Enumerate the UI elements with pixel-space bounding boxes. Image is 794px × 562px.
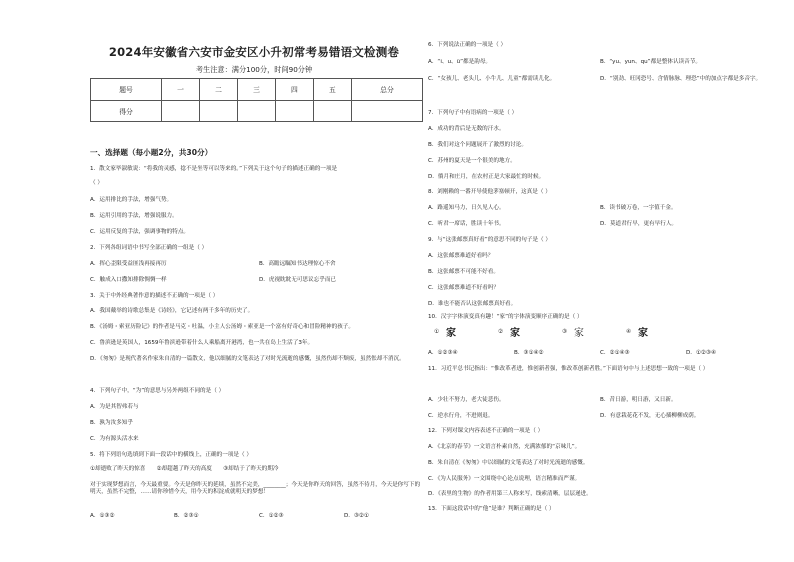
option-7c: C．苏州的夏天是一个很美的地方。 [428, 158, 516, 164]
question-5-choices: ①却逝败了昨天的惊喜 ②却超越了昨天的高度 ③却结于了昨天的期冷 [90, 466, 279, 472]
evolution-label-3: ③ [562, 329, 568, 335]
option-5d: D．③②① [344, 513, 369, 519]
option-10d: D．①②③④ [686, 350, 716, 356]
score-header-cell: 一 [162, 79, 200, 101]
score-header-cell: 总分 [351, 79, 422, 101]
question-6: 6．下列说法正确的一项是（ ） [428, 42, 507, 48]
option-7a: A．成功的背后是无数的汗水。 [428, 126, 505, 132]
option-3a: A．我国戴举的诗歌总集是《诗经》，它记述有两千多年的历史了。 [90, 308, 254, 314]
question-5: 5．将下列语句选填到下面一段话中的横线上，正确的一项是（ ） [90, 452, 252, 458]
evolution-label-4: ④ [626, 329, 632, 335]
score-cell[interactable] [200, 100, 238, 122]
evolution-label-2: ② [498, 329, 504, 335]
option-6c: C．“女孩儿、老头儿、小牛儿、儿童”都需读儿化。 [428, 76, 556, 82]
question-1: 1．散文家毕淑敏说：“将我的灵感，捻不是坐等可以等来的。”下列关于这个句子的描述正确的一项是 [90, 166, 338, 172]
option-2c: C．触成入口撒知排除惆惆一样 [90, 277, 167, 283]
score-table [90, 78, 423, 122]
option-12d: D．《表里的生物》的作者用第三人称来写，线索清晰，层层递进。 [428, 491, 592, 497]
option-8b: B．读书破万卷，一字值千金。 [600, 205, 677, 211]
option-5a: A．①③② [90, 513, 115, 519]
option-10c: C．②①④③ [600, 350, 630, 356]
seal-script-glyph-1: 家 [446, 328, 456, 339]
option-3c: C．鲁滨逊是英国人，1659年鲁滨逊带着什么人乘船离开港湾，也一共在岛上生活了3年。 [90, 340, 314, 346]
score-header-cell: 二 [200, 79, 238, 101]
option-12c: C．《为人民服务》一文围绕中心论点说理，语言精准而严谨。 [428, 476, 581, 482]
question-10: 10．汉字字体演变真有趣！“家”的字体演变顺序正确的是（ ） [428, 314, 583, 320]
option-7d: D．徜月和庄月，在农村正是大家最忙的时候。 [428, 174, 545, 180]
exam-notice: 考生注意：满分100分，时间90分钟 [195, 65, 313, 74]
option-11d: D．有意栽花花不发，无心插柳柳成荫。 [600, 413, 700, 419]
option-10a: A．①②③④ [428, 350, 458, 356]
score-cell[interactable] [275, 100, 313, 122]
score-cell[interactable] [238, 100, 276, 122]
option-7b: B．我们对这个问题展开了激烈的讨论。 [428, 142, 527, 148]
evolution-label-1: ① [434, 329, 440, 335]
option-4a: A．为是其智弗若与 [90, 404, 139, 410]
option-2a: A．挥心歪限受益匪浅再接再厉 [90, 261, 167, 267]
question-13: 13．下面这段话中的“他”是谁？判断正确的是（ ） [428, 506, 555, 512]
score-cell[interactable] [351, 100, 422, 122]
option-11c: C．逆水行舟，不进则退。 [428, 413, 494, 419]
option-9a: A．这张邮票难道好看吗？ [428, 253, 494, 259]
option-10b: B．③①④② [514, 350, 544, 356]
question-4: 4．下列句子中，“为”的意思与另外两组不同的是（ ） [90, 388, 225, 394]
score-header-cell: 五 [313, 79, 351, 101]
option-1a: A．运用排比的手法，增强气势。 [90, 197, 173, 203]
question-3: 3．关于中外经典著作意的描述不正确的一项是（ ） [90, 293, 219, 299]
question-5-passage: 对于实现梦想而言，今天最重要。今天是你昨天的延续，虽然不完美，________；今天是你昨天的回答，虽然不待月，今天是你写下的明天，虽然不完整，……请你珍惜今天，用今天的积淀成就明天的梦想！ [90, 482, 421, 495]
question-7: 7．下列句子中有语病的一项是（ ） [428, 110, 518, 116]
option-2d: D．虎视眈眈无可思议忘乎而已 [259, 277, 337, 283]
question-2: 2．下列各组词语中书写全部正确的一组是（ ） [90, 245, 208, 251]
option-3b: B．《汤姆・索亚历险记》的作者是马克・吐温，小主人公汤姆・索亚是一个富有好奇心和冒险精神的孩子。 [90, 324, 354, 330]
option-8a: A．路遥知马力，日久见人心。 [428, 205, 505, 211]
score-table-score-row [91, 100, 423, 122]
bronze-script-glyph-4: 家 [638, 328, 648, 339]
question-11: 11．习近平总书记指出：“惟改革者进，惟创新者强，惟改革创新者胜。”下面语句中与上述思想一致的一项是（ ） [428, 366, 709, 372]
option-12b: B．朱自清在《匆匆》中以细腻的文笔表达了对时光流逝的感慨。 [428, 460, 589, 466]
section-heading: 一、选择题（每小题2分，共30分） [90, 148, 213, 157]
score-row-label: 得分 [91, 100, 162, 122]
score-header-cell: 四 [275, 79, 313, 101]
score-header-cell: 题号 [91, 79, 162, 101]
option-8d: D．莫道君行早，更有早行人。 [600, 221, 678, 227]
option-6b: B．“yu、yun、qu”都是整体认读音节。 [600, 59, 701, 65]
score-table-header-row [91, 79, 423, 101]
page-title: 2024年安徽省六安市金安区小升初常考易错语文检测卷 [108, 45, 400, 59]
score-cell[interactable] [162, 100, 200, 122]
option-4c: C．为有源头活水来 [90, 436, 139, 442]
option-11b: B．昔日游，明日游，又日新。 [600, 397, 677, 403]
option-1b: B．运用引用的手法，增强说服力。 [90, 213, 178, 219]
question-12: 12．下列对课文内容表述不正确的一项是（ ） [428, 428, 544, 434]
question-9: 9．与“这张邮票真好看”的意思不同的句子是（ ） [428, 237, 552, 243]
option-5c: C．①②③ [259, 513, 284, 519]
option-8c: C．听君一席话，胜读十年书。 [428, 221, 505, 227]
score-cell[interactable] [313, 100, 351, 122]
clerical-script-glyph-2: 家 [510, 328, 520, 339]
question-1-paren: （ ） [90, 180, 103, 186]
option-12a: A．《北京的春节》一文语言朴素自然，充满浓郁的“京味儿”。 [428, 444, 581, 450]
regular-script-glyph-3: 家 [574, 328, 584, 339]
option-1c: C．运用反复的手法，强调事物的特点。 [90, 229, 190, 235]
option-6a: A．“i、u、ü”都是韵母。 [428, 59, 492, 65]
question-8: 8．刘刚赖的一番开导使他茅塞顿开，这真是（ ） [428, 189, 551, 195]
option-11a: A．少壮不努力，老大徒悲伤。 [428, 397, 505, 403]
option-9b: B．这张邮票不可能不好看。 [428, 269, 499, 275]
option-3d: D．《匆匆》是现代著名作家朱自清的一篇散文，他以细腻的文笔表达了对时光流逝的感慨，虽然伤却不颓废，虽然怅却不消沉。 [90, 356, 405, 362]
score-header-cell: 三 [238, 79, 276, 101]
option-5b: B．②③① [174, 513, 199, 519]
option-2b: B．高瞻远瞩知书达理惊心不舍 [259, 261, 336, 267]
option-6d: D．“别劲、旺冈恐号、含情脉脉、理恐”中的加点字都是多音字。 [600, 76, 762, 82]
option-9d: D．谁也不能否认这张邮票真好看。 [428, 301, 517, 307]
option-4b: B．孰为汝多知乎 [90, 420, 133, 426]
option-9c: C．这张邮票难道不好看吗？ [428, 285, 500, 291]
